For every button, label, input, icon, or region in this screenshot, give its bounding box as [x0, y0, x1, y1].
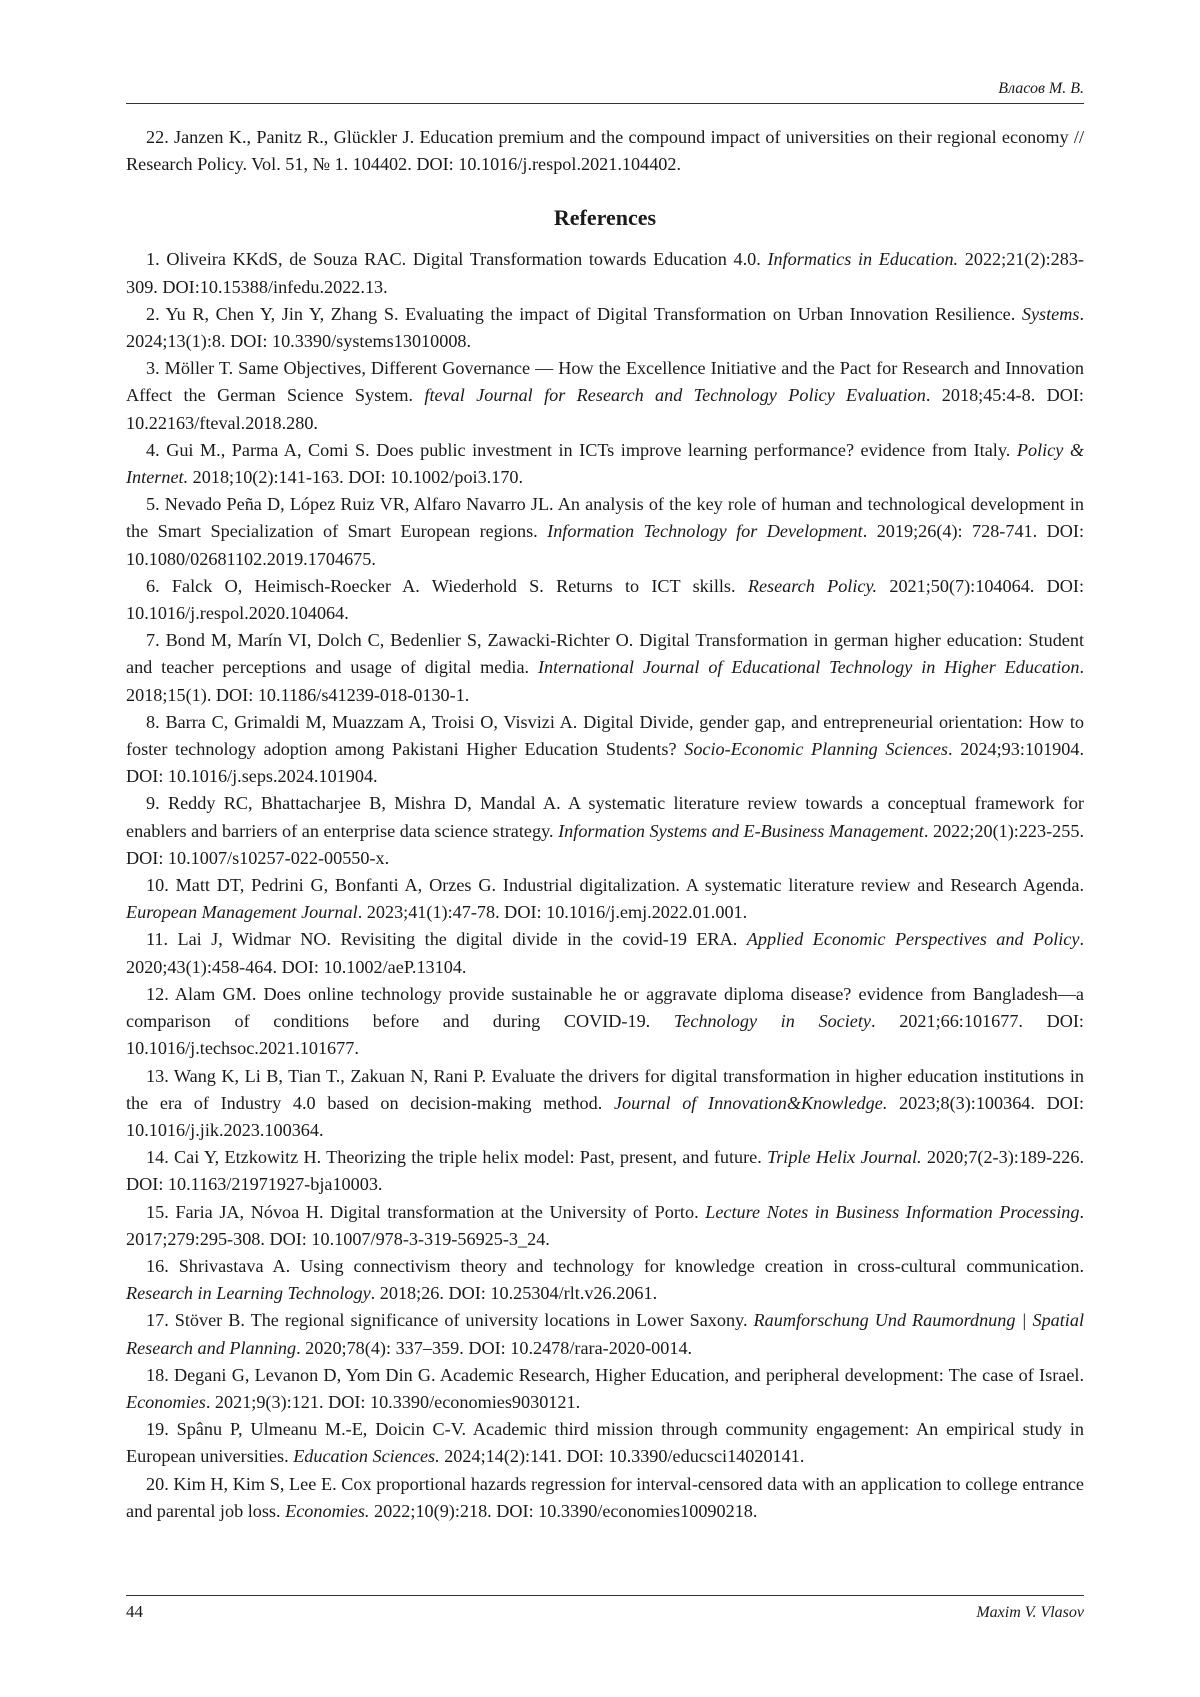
reference-item — [126, 790, 1084, 872]
reference-item-prior — [126, 124, 1084, 178]
reference-number: 10. — [146, 875, 169, 896]
reference-text: Cai Y, Etzkowitz H. Theorizing the triple helix model: Past, present, and future. — [174, 1147, 768, 1168]
reference-journal: Policy & Internet. — [126, 439, 1084, 488]
reference-item — [126, 1307, 1084, 1361]
reference-text: Wang K, Li B, Tian T., Zakuan N, Rani P. Evaluate the drivers for digital transformation in higher education institutions in the era of Industry 4.0 based on decision-making method. — [126, 1065, 1084, 1113]
reference-text: Falck O, Heimisch-Roecker A. Wiederhold S. Returns to ICT skills. — [171, 575, 748, 596]
reference-item — [126, 301, 1084, 355]
reference-item — [126, 1416, 1084, 1470]
reference-number: 18. — [146, 1364, 169, 1385]
reference-number: 16. — [146, 1255, 169, 1276]
reference-details: 2018;10(2):141-163. DOI: 10.1002/poi3.170. — [188, 467, 524, 488]
reference-journal: Technology in Society — [673, 1011, 871, 1032]
reference-item — [126, 872, 1084, 926]
reference-journal: Informatics in Education. — [767, 249, 959, 270]
reference-item — [126, 981, 1084, 1063]
footer-author: Maxim V. Vlasov — [976, 1604, 1084, 1621]
reference-journal: Education Sciences. — [293, 1446, 440, 1467]
reference-details: 2022;21(2):283-309. DOI:10.15388/infedu.2022.13. — [126, 249, 1084, 297]
reference-journal: Systems — [1021, 303, 1080, 324]
reference-item — [126, 355, 1084, 437]
reference-journal: Applied Economic Perspectives and Policy — [746, 929, 1080, 950]
reference-item — [126, 246, 1084, 300]
reference-number: 5. — [146, 494, 160, 515]
reference-number: 15. — [146, 1201, 169, 1222]
reference-journal: International Journal of Educational Technology in Higher Education — [537, 657, 1080, 678]
reference-journal: Information Systems and E-Business Management — [558, 820, 924, 841]
reference-number: 9. — [146, 793, 160, 814]
reference-journal: Economies — [126, 1391, 206, 1412]
reference-details: . 2018;45:4-8. DOI: 10.22163/fteval.2018.280. — [126, 385, 1084, 433]
reference-text: Lai J, Widmar NO. Revisiting the digital divide in the covid-19 ERA. — [177, 929, 747, 950]
reference-details: . 2019;26(4): 728-741. DOI: 10.1080/02681102.2019.1704675. — [126, 521, 1085, 569]
reference-item — [126, 437, 1084, 491]
reference-number: 12. — [146, 983, 169, 1004]
reference-number: 6. — [146, 575, 160, 596]
reference-text: Barra C, Grimaldi M, Muazzam A, Troisi O, Visvizi A. Digital Divide, gender gap, and entrepreneurial orientation: How to foster technology adoption among Pakistani Higher Education Students? — [126, 711, 1084, 760]
reference-item — [126, 709, 1084, 791]
reference-details: . 2017;279:295-308. DOI: 10.1007/978-3-319-56925-3_24. — [126, 1201, 1085, 1249]
reference-item — [126, 1144, 1084, 1198]
reference-text: Möller T. Same Objectives, Different Governance — How the Excellence Initiative and the Pact for Research and Innovation Affect the German Science System. — [126, 358, 1085, 406]
reference-number: 19. — [146, 1419, 169, 1440]
running-head-author: Власов М. В. — [998, 80, 1084, 97]
reference-item — [126, 1362, 1084, 1416]
reference-text: Janzen K., Panitz R., Glückler J. Education premium and the compound impact of universities on their regional economy // Research Policy. Vol. 51, № 1. 104402. DOI: 10.1016/j.respol.2021.104402. — [126, 127, 1084, 175]
reference-number: 13. — [146, 1065, 169, 1086]
reference-text: Alam GM. Does online technology provide sustainable he or aggravate diploma disease? evidence from Bangladesh—a comparison of conditions before and during COVID-19. — [126, 983, 1085, 1032]
reference-item — [126, 1063, 1084, 1145]
reference-journal: fteval Journal for Research and Technology Policy Evaluation — [424, 385, 926, 406]
reference-item — [126, 1253, 1084, 1307]
reference-item — [126, 1471, 1084, 1525]
reference-journal: European Management Journal — [126, 902, 358, 923]
reference-number: 4. — [146, 439, 160, 460]
reference-details: 2021;50(7):104064. DOI: 10.1016/j.respol.2020.104064. — [126, 575, 1084, 624]
reference-item — [126, 627, 1084, 709]
reference-details: 2022;10(9):218. DOI: 10.3390/economies10090218. — [369, 1500, 758, 1521]
reference-item — [126, 1199, 1084, 1253]
reference-item — [126, 573, 1084, 627]
reference-details: . 2018;26. DOI: 10.25304/rlt.v26.2061. — [370, 1283, 658, 1304]
reference-number: 1. — [146, 249, 160, 270]
references-list — [126, 246, 1084, 1525]
reference-journal: Lecture Notes in Business Information Processing — [705, 1201, 1080, 1222]
reference-text: Matt DT, Pedrini G, Bonfanti A, Orzes G. Industrial digitalization. A systematic literature review and Research Agenda. — [175, 875, 1084, 896]
reference-details: 2024;14(2):141. DOI: 10.3390/educsci14020141. — [439, 1446, 805, 1467]
reference-details: . 2021;9(3):121. DOI: 10.3390/economies9030121. — [205, 1391, 581, 1412]
reference-journal: Journal of Innovation&Knowledge. — [613, 1092, 888, 1113]
reference-text: Reddy RC, Bhattacharjee B, Mishra D, Mandal A. A systematic literature review towards a conceptual framework for enablers and barriers of an enterprise data science strategy. — [126, 793, 1084, 841]
reference-number: 11. — [146, 929, 169, 950]
reference-text: Gui M., Parma A, Comi S. Does public investment in ICTs improve learning performance? evidence from Italy. — [166, 439, 1017, 460]
reference-item — [126, 926, 1084, 980]
reference-number: 3. — [146, 358, 160, 379]
reference-text: Yu R, Chen Y, Jin Y, Zhang S. Evaluating the impact of Digital Transformation on Urban Innovation Resilience. — [165, 303, 1022, 324]
reference-journal: Research Policy. — [747, 575, 878, 596]
reference-details: 2020;7(2-3):189-226. DOI: 10.1163/21971927-bja10003. — [126, 1147, 1084, 1195]
reference-details: . 2024;13(1):8. DOI: 10.3390/systems13010008. — [126, 303, 1084, 352]
reference-number: 20. — [146, 1473, 169, 1494]
reference-text: Bond M, Marín VI, Dolch C, Bedenlier S, Zawacki-Richter O. Digital Transformation in german higher education: Student and teacher perceptions and usage of digital media. — [126, 630, 1085, 678]
reference-text: Degani G, Levanon D, Yom Din G. Academic Research, Higher Education, and peripheral development: The case of Israel. — [173, 1364, 1084, 1385]
page-number: 44 — [126, 1602, 143, 1621]
reference-text: Faria JA, Nóvoa H. Digital transformation at the University of Porto. — [175, 1201, 706, 1222]
reference-details: . 2024;93:101904. DOI: 10.1016/j.seps.2024.101904. — [126, 739, 1084, 787]
reference-text: Spânu P, Ulmeanu M.-E, Doicin C-V. Academic third mission through community engagement: An empirical study in European universities. — [126, 1419, 1085, 1467]
reference-number: 2. — [146, 303, 160, 324]
page-content — [126, 124, 1084, 1525]
reference-details: . 2023;41(1):47-78. DOI: 10.1016/j.emj.2022.01.001. — [357, 902, 748, 923]
header-divider — [126, 103, 1084, 104]
reference-text: Shrivastava A. Using connectivism theory and technology for knowledge creation in cross-cultural communication. — [178, 1255, 1084, 1276]
reference-number: 7. — [146, 630, 160, 651]
reference-journal: Raumforschung Und Raumordnung | Spatial Research and Planning — [126, 1310, 1085, 1358]
footer-divider — [126, 1595, 1084, 1596]
reference-journal: Economies. — [285, 1500, 370, 1521]
reference-journal: Triple Helix Journal. — [767, 1147, 922, 1168]
reference-text: Kim H, Kim S, Lee E. Cox proportional hazards regression for interval-censored data with an application to college entrance and parental job loss. — [126, 1473, 1085, 1521]
reference-details: . 2022;20(1):223-255. DOI: 10.1007/s10257-022-00550-x. — [126, 820, 1084, 868]
reference-item — [126, 491, 1084, 573]
reference-journal: Socio-Economic Planning Sciences — [684, 739, 949, 760]
reference-text: Nevado Peña D, López Ruiz VR, Alfaro Navarro JL. An analysis of the key role of human and technological development in the Smart Specialization of Smart European regions. — [126, 494, 1085, 542]
reference-number: 22. — [146, 127, 169, 147]
reference-journal: Research in Learning Technology — [126, 1283, 371, 1304]
reference-journal: Information Technology for Development — [547, 521, 863, 542]
reference-number: 14. — [146, 1147, 169, 1168]
reference-details: 2023;8(3):100364. DOI: 10.1016/j.jik.2023.100364. — [126, 1092, 1085, 1140]
reference-details: . 2021;66:101677. DOI: 10.1016/j.techsoc.2021.101677. — [126, 1011, 1084, 1059]
reference-text: Oliveira KKdS, de Souza RAC. Digital Transformation towards Education 4.0. — [166, 249, 768, 270]
references-heading: References — [553, 205, 657, 231]
reference-details: . 2020;78(4): 337–359. DOI: 10.2478/rara-2020-0014. — [296, 1337, 693, 1358]
reference-details: . 2020;43(1):458-464. DOI: 10.1002/aeP.13104. — [126, 929, 1084, 977]
reference-number: 8. — [146, 711, 160, 732]
reference-number: 17. — [146, 1310, 169, 1331]
reference-text: Stöver B. The regional significance of university locations in Lower Saxony. — [174, 1310, 754, 1331]
reference-details: . 2018;15(1). DOI: 10.1186/s41239-018-0130-1. — [126, 657, 1084, 705]
